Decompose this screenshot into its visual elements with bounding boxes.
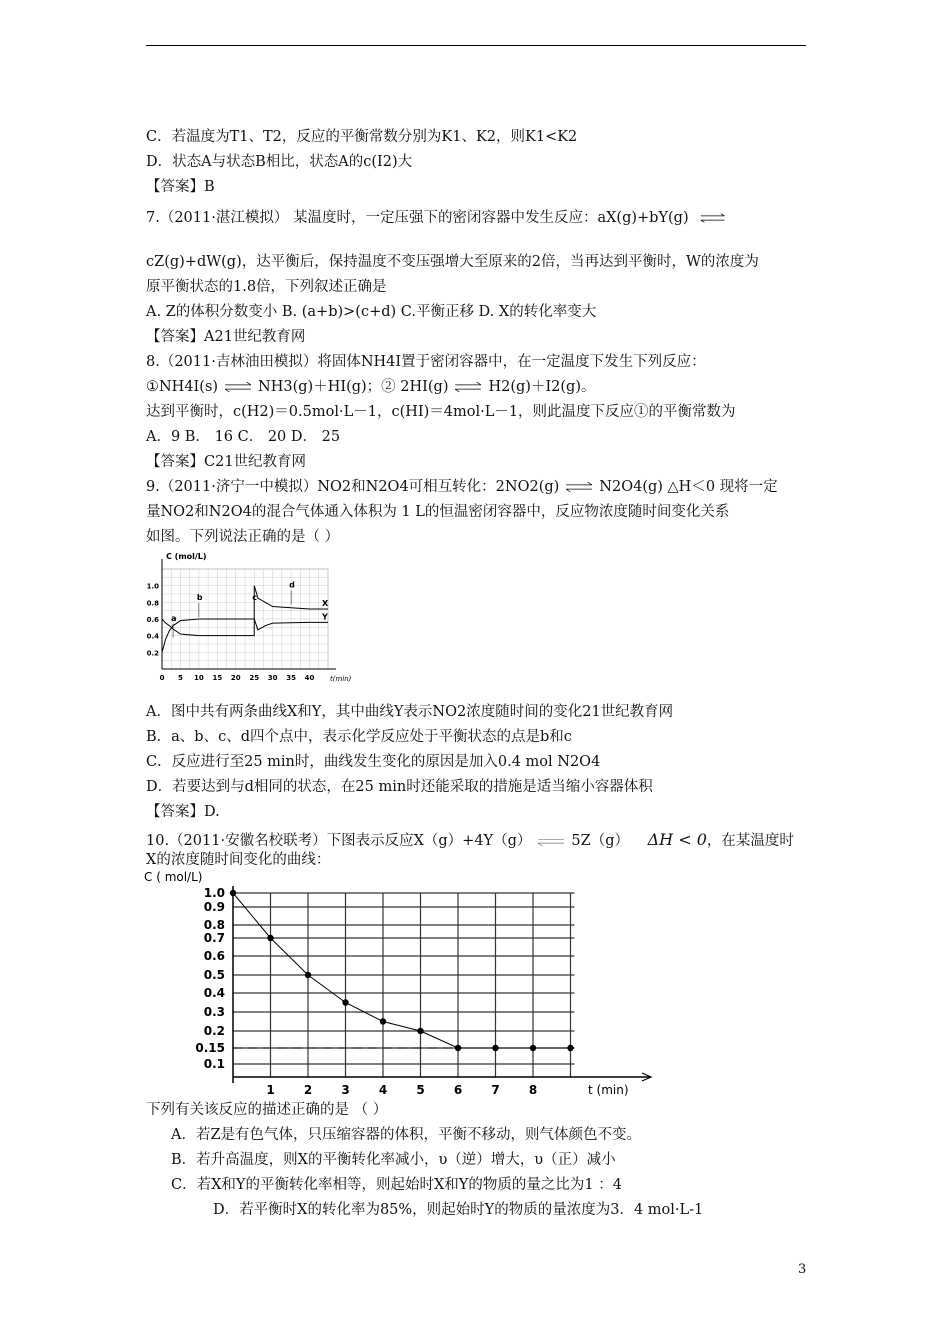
- q7-options: A. Z的体积分数变小 B. (a+b)>(c+d) C.平衡正移 D. X的转化率变大: [146, 304, 597, 320]
- q10-stem-line2: X的浓度随时间变化的曲线：: [146, 852, 331, 868]
- q6-option-c: C．若温度为T1、T2，反应的平衡常数分别为K1、K2，则K1<K2: [146, 129, 578, 145]
- y-tick-label: 0.6: [146, 616, 159, 624]
- data-point-X: [230, 890, 236, 896]
- y-tick-label: 0.3: [203, 1005, 225, 1019]
- data-point-X: [380, 1018, 386, 1024]
- x-tick-label: 3: [341, 1083, 350, 1097]
- x-tick-label: 5: [178, 674, 183, 682]
- y-tick-label: 0.5: [203, 968, 225, 982]
- x-tick-label: 30: [267, 674, 278, 682]
- y-tick-label: 0.2: [203, 1024, 225, 1038]
- header-rule: [146, 45, 806, 46]
- q7-equilibrium-arrow-icon: [693, 213, 733, 223]
- y-tick-label: 0.4: [146, 632, 159, 641]
- y-tick-label: 0.1: [203, 1057, 225, 1071]
- q10-option-a: A．若Z是有色气体，只压缩容器的体积，平衡不移动，则气体颜色不变。: [171, 1127, 642, 1143]
- data-point-X: [492, 1045, 498, 1051]
- q10-stem-text1b: 5Z（g）: [571, 833, 629, 849]
- data-point-X: [455, 1045, 461, 1051]
- page-number: 3: [798, 1262, 807, 1277]
- q10-stem-text1a: 10.（2011·安徽名校联考）下图表示反应X（g）+4Y（g）: [146, 833, 532, 849]
- y-tick-label: 0.9: [203, 900, 225, 914]
- q10-option-b: B．若升高温度，则X的平衡转化率减小，υ（逆）增大，υ（正）减小: [171, 1152, 616, 1168]
- q7-answer: 【答案】A21世纪教育网: [146, 329, 306, 345]
- q8-stem-line3: 达到平衡时，c(H2)＝0.5mol·L－1，c(HI)＝4mol·L－1，则此温度下反应①的平衡常数为: [146, 404, 736, 420]
- q7-stem-line2: cZ(g)+dW(g)，达平衡后，保持温度不变压强增大至原来的2倍，当再达到平衡时，W的浓度为: [146, 254, 759, 270]
- q10-equilibrium-arrow-icon: [531, 836, 571, 846]
- annotation-label-c: c: [252, 593, 257, 602]
- x-axis-label: t(min): [330, 675, 352, 683]
- x-tick-label: 5: [416, 1083, 425, 1097]
- q8-reaction-1c: H2(g)＋I2(g)。: [488, 379, 596, 395]
- q9-option-d: D．若要达到与d相同的状态，在25 min时还能采取的措施是适当缩小容器体积: [146, 779, 653, 795]
- q9-equilibrium-arrow-icon: [559, 482, 599, 492]
- series-label-X: X: [322, 599, 329, 608]
- x-tick-label: 7: [491, 1083, 500, 1097]
- q10-option-c: C．若X和Y的平衡转化率相等，则起始时X和Y的物质的量之比为1 ：4: [171, 1177, 622, 1193]
- data-point-X: [342, 999, 348, 1005]
- series-line-X: [233, 893, 571, 1048]
- y-tick-label: 0.15: [195, 1041, 225, 1055]
- series-label-Y: Y: [322, 612, 328, 622]
- q8-equilibrium-arrow-icon-1: [218, 382, 258, 392]
- q10-option-d: D．若平衡时X的转化率为85%，则起始时Y的物质的量浓度为3．4 mol·L-1: [213, 1202, 704, 1218]
- y-tick-label: 0.8: [203, 918, 225, 932]
- q10-stem-text1c: ，在某温度时: [706, 833, 794, 849]
- q9-stem-text1a: 9.（2011·济宁一中模拟）NO2和N2O4可相互转化：2NO2(g): [146, 479, 560, 495]
- y-tick-label: 0.6: [203, 949, 225, 963]
- annotation-label-a: a: [171, 613, 177, 623]
- q8-equilibrium-arrow-icon-2: [448, 382, 488, 392]
- data-point-X: [530, 1045, 536, 1051]
- x-tick-label: 25: [249, 674, 260, 682]
- y-tick-label: 0.2: [146, 649, 159, 658]
- q9-answer: 【答案】D.: [146, 804, 220, 820]
- q7-stem-text1: 7.（2011·湛江模拟） 某温度时，一定压强下的密闭容器中发生反应：aX(g)+bY(g): [146, 210, 689, 226]
- data-point-X: [417, 1028, 423, 1034]
- q7-stem-line3: 原平衡状态的1.8倍，下列叙述正确是: [146, 279, 387, 295]
- q9-option-a: A．图中共有两条曲线X和Y，其中曲线Y表示NO2浓度随时间的变化21世纪教育网: [146, 704, 674, 720]
- q7-stem-line1: [146, 208, 733, 228]
- x-tick-label: 10: [194, 674, 204, 682]
- x-tick-label: 35: [286, 674, 296, 682]
- annotation-label-d: d: [289, 580, 295, 590]
- x-axis-label: t (min): [588, 1083, 629, 1097]
- x-tick-label: 8: [528, 1083, 538, 1097]
- annotation-label-b: b: [196, 593, 203, 602]
- q9-stem-line3: 如图。下列说法正确的是（ ）: [146, 529, 340, 545]
- q8-options: A．9 B． 16 C． 20 D． 25: [146, 429, 341, 445]
- q8-answer: 【答案】C21世纪教育网: [146, 454, 307, 470]
- data-point-X: [567, 1045, 573, 1051]
- q9-option-b: B．a、b、c、d四个点中，表示化学反应处于平衡状态的点是b和c: [146, 729, 572, 745]
- x-tick-label: 0: [159, 674, 165, 682]
- y-tick-label: 1.0: [146, 582, 159, 591]
- q8-reaction-1b: NH3(g)＋HI(g)；② 2HI(g): [258, 379, 449, 395]
- q9-stem-line1: [146, 477, 778, 497]
- q10-delta-h: ΔH < 0: [647, 830, 707, 849]
- x-tick-label: 20: [230, 674, 241, 682]
- y-axis-label: C (mol/L): [166, 552, 207, 561]
- q9-concentration-chart: [146, 547, 352, 692]
- q9-option-c: C．反应进行至25 min时，曲线发生变化的原因是加入0.4 mol N2O4: [146, 754, 601, 770]
- y-tick-label: 0.4: [203, 986, 225, 1000]
- data-point-X: [267, 935, 273, 941]
- q10-lead: 下列有关该反应的描述正确的是 （ ）: [146, 1102, 388, 1118]
- x-tick-label: 6: [453, 1083, 463, 1097]
- q8-reaction-1a: ①NH4I(s): [146, 379, 219, 395]
- y-tick-label: 1.0: [203, 886, 225, 900]
- x-tick-label: 1: [266, 1083, 275, 1097]
- y-tick-label: 0.8: [146, 599, 159, 608]
- q10-stem-line1: [146, 830, 794, 851]
- q10-concentration-chart: [140, 868, 680, 1097]
- q9-stem-line2: 量NO2和N2O4的混合气体通入体积为 1 L的恒温密闭容器中，反应物浓度随时间变化关系: [146, 504, 730, 520]
- x-tick-label: 15: [212, 674, 223, 682]
- x-tick-label: 4: [378, 1083, 388, 1097]
- q8-reaction-line: [146, 377, 596, 397]
- q6-answer: 【答案】B: [146, 179, 215, 195]
- q8-stem-line1: 8.（2011·吉林油田模拟）将固体NH4I置于密闭容器中，在一定温度下发生下列反应：: [146, 354, 706, 370]
- data-point-X: [305, 972, 311, 978]
- y-axis-label: C ( mol/L): [144, 870, 203, 884]
- q6-option-d: D．状态A与状态B相比，状态A的c(I2)大: [146, 154, 413, 170]
- x-tick-label: 2: [303, 1083, 313, 1097]
- x-tick-label: 40: [304, 674, 315, 682]
- q9-stem-text1b: N2O4(g) △H＜0 现将一定: [599, 479, 778, 495]
- y-tick-label: 0.7: [203, 931, 225, 945]
